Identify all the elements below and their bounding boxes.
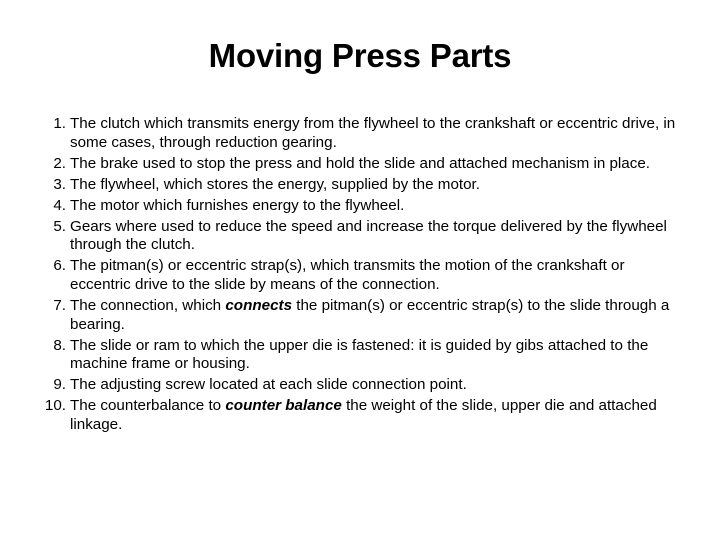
- list-item: [40, 397, 676, 434]
- list-item-text: [70, 337, 648, 373]
- list-item-number: 10.: [44, 397, 66, 415]
- list-item-text-part: The counterbalance to: [70, 397, 226, 415]
- list-item-text-part: The slide or ram to which the upper die is fastened: it is guided by gibs attached to the machine frame or housing.: [70, 336, 649, 373]
- list-item-text-part: The adjusting screw located at each slide connection point.: [70, 376, 467, 394]
- list-item: [40, 115, 676, 152]
- list-item-text: [70, 115, 675, 151]
- list-item-text: [70, 397, 657, 433]
- list-item: [40, 337, 676, 374]
- list-item-number: 3.: [53, 175, 66, 193]
- list-item-text: [70, 297, 669, 333]
- list-item: [40, 176, 676, 195]
- list-item-text: [70, 176, 480, 193]
- list-item: [40, 197, 676, 216]
- list-item-text-part: The clutch which transmits energy from the flywheel to the crankshaft or eccentric drive, in some cases, through reduction gearing.: [70, 115, 676, 151]
- list-item-text: [70, 197, 404, 214]
- list-item-text-part: The motor which furnishes energy to the flywheel.: [70, 196, 405, 214]
- list-item-text-part: the pitman(s) or eccentric strap(s) to the slide through a bearing.: [70, 297, 670, 333]
- list-item-text-part: Gears where used to reduce the speed and increase the torque delivered by the flywheel through the clutch.: [70, 217, 667, 254]
- list-item: [40, 297, 676, 334]
- list-item-number: 7.: [53, 297, 66, 315]
- list-item: [40, 257, 676, 294]
- emphasized-text: counter balance: [225, 397, 342, 415]
- list-item: [40, 376, 676, 395]
- list-item-text-part: The brake used to stop the press and hold the slide and attached mechanism in place.: [70, 154, 651, 172]
- list-item-text: [70, 257, 625, 293]
- emphasized-text: connects: [225, 297, 293, 315]
- list-item-text: [70, 376, 467, 393]
- list-item: [40, 218, 676, 255]
- list-item-text: [70, 155, 650, 172]
- list-item-number: 6.: [53, 257, 66, 275]
- list-item-number: 8.: [53, 336, 66, 354]
- list-item: [40, 155, 676, 174]
- list-item-text-part: The connection, which: [70, 297, 226, 315]
- list-item-number: 9.: [53, 376, 66, 394]
- list-item-number: 2.: [53, 154, 66, 172]
- parts-list: [40, 115, 676, 437]
- slide-title: Moving Press Parts: [208, 37, 512, 74]
- list-item-text-part: the weight of the slide, upper die and attached linkage.: [70, 397, 657, 433]
- list-item-text: [70, 218, 667, 254]
- list-item-text-part: The flywheel, which stores the energy, supplied by the motor.: [70, 175, 480, 193]
- list-item-text-part: The pitman(s) or eccentric strap(s), which transmits the motion of the crankshaft or eccentric drive to the slide by means of the connection.: [70, 257, 625, 293]
- list-item-number: 1.: [53, 115, 66, 132]
- list-item-number: 5.: [53, 217, 66, 235]
- list-item-number: 4.: [53, 196, 66, 214]
